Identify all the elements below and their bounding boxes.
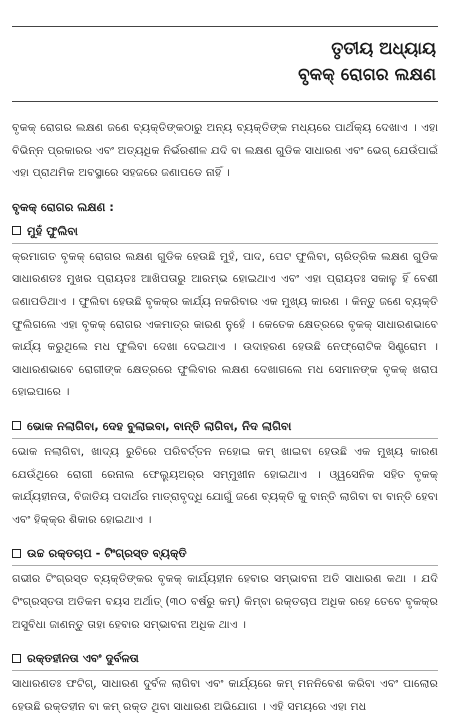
- item-divider: [12, 438, 438, 439]
- item-divider: [12, 565, 438, 566]
- symptom-heading-text: ମୁହଁ ଫୁଲିବା: [27, 223, 78, 238]
- chapter-header: [298, 36, 436, 88]
- checkbox-icon: [12, 549, 21, 558]
- symptom-item: [12, 646, 438, 718]
- checkbox-icon: [12, 226, 21, 235]
- symptom-heading: [12, 646, 438, 670]
- symptom-text: ସାଧାରଣତଃ ଫଟିଗ୍, ସାଧାରଣ ଦୁର୍ବଳ ଲାଗିବା ଏବଂ କାର୍ଯ୍ୟରେ କମ୍ ମନନିବେଶ କରିବା ଏବଂ ପାଲୋର ହେଉଛି ରକ୍ତହୀନ ବା କମ୍ ରକ୍ତ ଥିବା ସାଧାରଣ ଅଭିଯୋଗ । ଏହି ସମୟରେ ଏହା ମଧ: [12, 677, 438, 713]
- symptom-heading: [12, 541, 438, 565]
- document-body: [12, 117, 438, 718]
- symptom-heading-text: ଭୋକ ନଲାଗିବା, ଦେହ ବୁଲାଇବା, ବାନ୍ତି ଲାଗିବା, ନିଦ ଲାଗିବା: [27, 418, 292, 433]
- symptom-heading: [12, 414, 438, 438]
- chapter-number: ତୃତୀୟ ଅଧ୍ୟାୟ: [331, 39, 436, 59]
- symptom-item: [12, 541, 438, 636]
- item-divider: [12, 670, 438, 671]
- top-rule: [12, 26, 438, 27]
- header-rule: [12, 101, 438, 102]
- symptom-text: ଗଭୀର ଟିଂଗ୍ରସ୍ତ ବ୍ୟକ୍ତିଙ୍କର ବୃକକ୍ କାର୍ଯ୍ୟହୀନ ହେବାର ସମ୍ଭାବନା ଅତି ସାଧାରଣ କଥା । ଯଦି ଟିଂଗ୍ରସ୍ତତା ଅତିକମ ବୟସ ଅର୍ଥାତ୍ (୩୦ ବର୍ଷରୁ କମ୍) କିମ୍ବା ରକ୍ତଚାପ ଅଧିକ ରହେ ତେବେ ବୃକକ୍ର ଅସୁବିଧା ଜାଣନ୍ତୁ ତାହା ହେବାର ସମ୍ଭାବନା ଅଧିକ ଥାଏ ।: [12, 572, 438, 631]
- symptom-item: [12, 414, 438, 531]
- section-title: ବୃକକ୍ ରୋଗର ଲକ୍ଷଣ :: [12, 199, 114, 214]
- checkbox-icon: [12, 654, 21, 663]
- checkbox-icon: [12, 421, 21, 430]
- symptom-heading-text: ଉଚ୍ଚ ରକ୍ତଚାପ - ଟିଂଗ୍ରସ୍ତ ବ୍ୟକ୍ତି: [27, 546, 187, 561]
- symptom-item: [12, 219, 438, 404]
- symptom-heading: [12, 219, 438, 243]
- chapter-title: ବୃକକ୍ ରୋଗର ଲକ୍ଷଣ: [298, 65, 436, 85]
- symptom-heading-text: ରକ୍ତହୀନତା ଏବଂ ଦୁର୍ବଳତା: [27, 651, 139, 666]
- symptom-text: ଭୋକ ନଲାଗିବା, ଖାଦ୍ୟ ରୁଚିରେ ପରିବର୍ତ୍ତନ ନହୋଇ କମ୍ ଖାଇବା ହେଉଛି ଏକ ମୁଖ୍ୟ କାରଣ ଯେଉଁଥିରେ ରୋଗୀ ରେନାଲ ଫେଲ୍ୟୁଅର୍‌ର ସମ୍ମୁଖୀନ ହୋଇଥାଏ । ଓ୍ୱସେନିକ ସହିତ ବୃକକ୍ କାର୍ଯ୍ୟହୀନତା, ବିଜାତିୟ ପଦାର୍ଥର ମାତ୍ରାବୃଦ୍ଧି ଯୋଗୁଁ ଜଣେ ବ୍ୟକ୍ତି କୁ ବାନ୍ତି ଲାଗିବା ବା ବାନ୍ତି ହେବା ଏବଂ ହିକ୍‌କ୍‌ର ଶିକାର ହୋଇଥାଏ ।: [12, 444, 438, 526]
- symptom-text: କ୍ରମାଗତ ବୃକକ୍ ରୋଗର ଲକ୍ଷଣ ଗୁଡିକ ହେଉଛି ମୁହଁ, ପାଦ, ପେଟ ଫୁଲିବା, ଚାରିତ୍ରିକ ଲକ୍ଷଣ ଗୁଡିକ ସାଧାରଣତଃ ମୁଖର ପ୍ରାୟତଃ ଆଖିପତାରୁ ଆରମ୍ଭ ହୋଇଥାଏ ଏବଂ ଏହା ପ୍ରାୟତଃ ସକାଳୁ ହିଁ ବେଶୀ ଜଣାପଡିଥାଏ । ଫୁଲିବା ହେଉଛି ବୃକକ୍ର କାର୍ଯ୍ୟ ନକରିବାର ଏକ ମୁଖ୍ୟ କାରଣ । କିନ୍ତୁ ଜଣେ ବ୍ୟକ୍ତି ଫୁଲିଗଲେ ଏହା ବୃକକ୍ ରୋଗର ଏକମାତ୍ର କାରଣ ନୁହେଁ । କେତେକ କ୍ଷେତ୍ରରେ ବୃକକ୍ ସାଧାରଣଭାବେ କାର୍ଯ୍ୟ କରୁଥିଲେ ମଧ ଫୁଲିବା ଦେଖା ଦେଇଥାଏ । ଉଦାହରଣ ହେଉଛି ନେଫ୍ରୋଟିକ ସିଣ୍ଡ୍ରୋମ । ସାଧାରଣଭାବେ ରୋଗୀଙ୍କ କ୍ଷେତ୍ରରେ ଫୁଲିବାର ଲକ୍ଷଣ ଦେଖାଗଲେ ମଧ ସେମାନଙ୍କ ବୃକକ୍ ଖରାପ ହୋଇପାରେ ।: [12, 249, 438, 399]
- intro-paragraph: ବୃକକ୍ ରୋଗର ଲକ୍ଷଣ ଜଣେ ବ୍ୟକ୍ତିଙ୍କଠାରୁ ଅନ୍ୟ ବ୍ୟକ୍ତିଙ୍କ ମଧ୍ୟରେ ପାର୍ଥକ୍ୟ ଦେଖାଏ । ଏହା ବିଭିନ୍ନ ପ୍ରକାରର ଏବଂ ଅତ୍ୟଧିକ ନିର୍ଭରଶୀଳ ଯଦି ବା ଲକ୍ଷଣ ଗୁଡିକ ସାଧାରଣ ଏବଂ ଭେଗ୍ ଯେଉଁପାଇଁ ଏହା ପ୍ରାଥମିକ ଅବସ୍ଥାରେ ସହଜରେ ଜଣାପଡେ ନାହିଁ ।: [12, 121, 438, 180]
- item-divider: [12, 243, 438, 244]
